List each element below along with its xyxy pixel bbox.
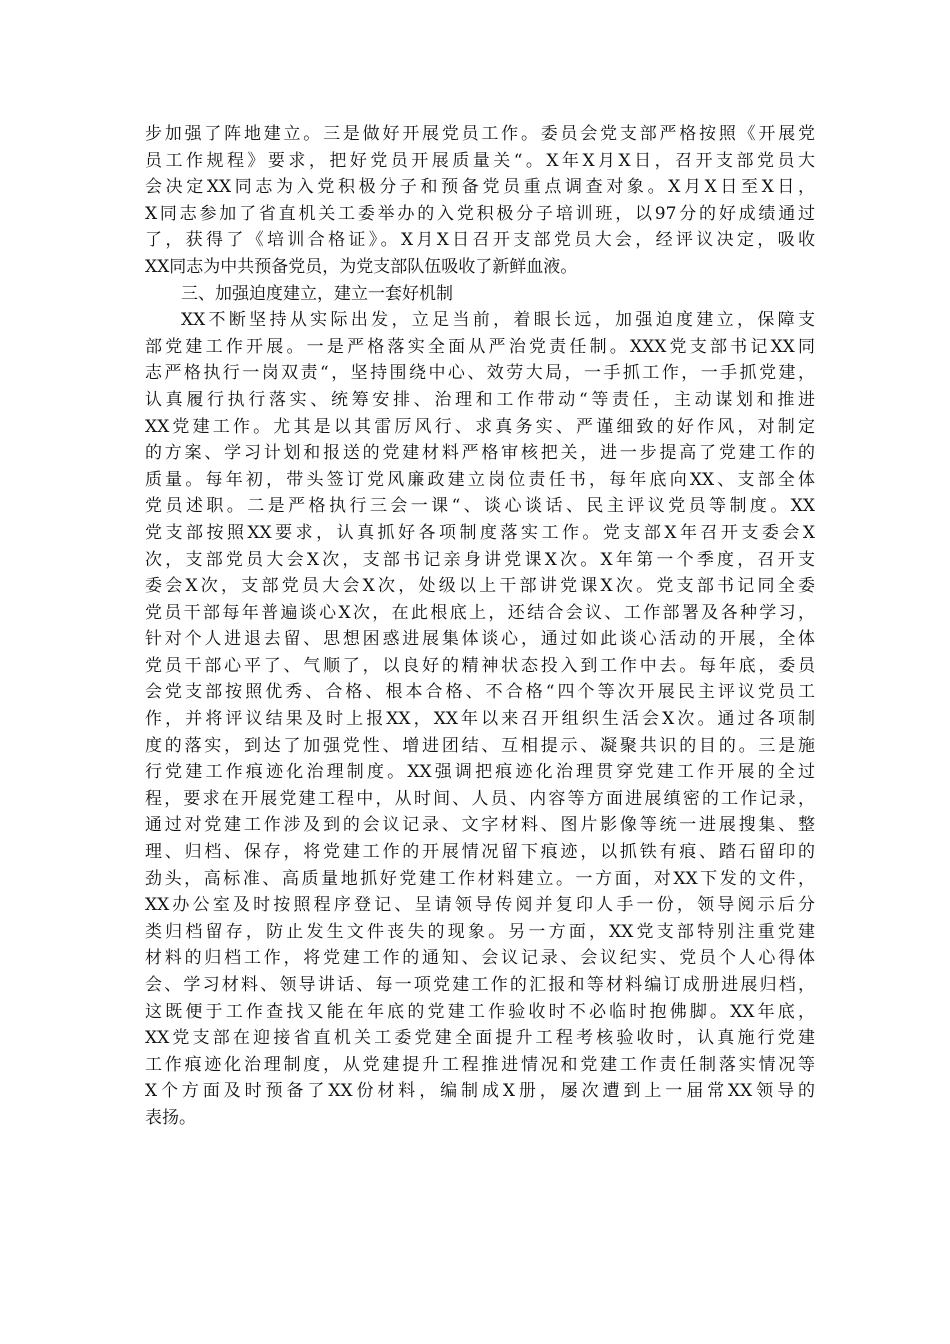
text-line: 委会X次，支部党员大会X次，处级以上干部讲党课X次。党支部书记同全委 — [145, 576, 815, 597]
text-line: 通过对党建工作涉及到的会议记录、文字材料、图片影像等统一进展搜集、整 — [145, 815, 815, 836]
text-line: X个方面及时预备了XX份材料，编制成X册，屡次遭到上一届常XX领导的 — [145, 1081, 815, 1102]
text-line: 工作痕迹化治理制度，从党建提升工程推进情况和党建工作责任制落实情况等 — [145, 1054, 815, 1075]
text-line: 程，要求在开展党建工程中，从时间、人员、内容等方面进展缜密的工作记录， — [145, 788, 815, 809]
text-line: 针对个人进退去留、思想困惑进展集体谈心，通过如此谈心活动的开展，全体 — [145, 629, 815, 650]
section-heading: 三、加强迫度建立，建立一套好机制 — [181, 283, 453, 304]
text-line: 度的落实，到达了加强党性、增进团结、互相提示、凝聚共识的目的。三是施 — [145, 735, 815, 756]
text-line: 步加强了阵地建立。三是做好开展党员工作。委员会党支部严格按照《开展党 — [145, 124, 815, 144]
text-line: 材料的归档工作，将党建工作的通知、会议记录、会议纪实、党员个人心得体 — [145, 948, 815, 969]
text-line: 表扬。 — [145, 1107, 196, 1128]
text-line: 了，获得了《培训合格证》。X月X日召开支部党员大会，经评议决定，吸收 — [145, 230, 815, 251]
text-line: 会、学习材料、领导讲话、每一项党建工作的汇报和等材料编订成册进展归档， — [145, 975, 815, 995]
text-line: 次，支部党员大会X次，支部书记亲身讲党课X次。X年第一个季度，召开支 — [145, 549, 815, 570]
text-line: 的方案、学习计划和报送的党建材料严格审核把关，进一步提高了党建工作的 — [145, 443, 815, 464]
text-line: 这既便于工作查找又能在年底的党建工作验收时不必临时抱佛脚。XX年底， — [145, 1001, 815, 1022]
text-line: XX不断坚持从实际出发，立足当前，着眼长远，加强迫度建立，保障支 — [181, 310, 815, 331]
text-line: XX党支部在迎接省直机关工委党建全面提升工程考核验收时，认真施行党建 — [145, 1028, 815, 1049]
text-line: XX办公室及时按照程序登记、呈请领导传阅并复印人手一份，领导阅示后分 — [145, 895, 815, 916]
text-line: 党员干部每年普遍谈心X次，在此根底上，还结合会议、工作部署及各种学习， — [145, 602, 815, 623]
text-line: 认真履行执行落实、统筹安排、治理和工作带动“等责任，主动谋划和推进 — [145, 389, 815, 410]
text-line: 类归档留存，防止发生文件丧失的现象。另一方面，XX党支部特别注重党建 — [145, 921, 815, 942]
text-line: 党支部按照XX要求，认真抓好各项制度落实工作。党支部X年召开支委会X — [145, 522, 815, 543]
text-line: XX同志为中共预备党员，为党支部队伍吸收了新鲜血液。 — [145, 256, 578, 277]
text-line: 党员述职。二是严格执行三会一课“、谈心谈话、民主评议党员等制度。XX — [145, 496, 815, 517]
text-line: 党员干部心平了、气顺了，以良好的精神状态投入到工作中去。每年底，委员 — [145, 655, 815, 676]
text-line: 会决定XX同志为入党积极分子和预备党员重点调查对象。X月X日至X日， — [145, 177, 815, 198]
text-line: 部党建工作开展。一是严格落实全面从严治党责任制。XXX党支部书记XX同 — [145, 336, 815, 357]
text-line: 会党支部按照优秀、合格、根本合格、不合格“四个等次开展民主评议党员工 — [145, 682, 815, 703]
text-line: 质量。每年初，带头签订党风廉政建立岗位责任书，每年底向XX、支部全体 — [145, 469, 815, 490]
text-line: 理、归档、保存，将党建工作的开展情况留下痕迹，以抓铁有痕、踏石留印的 — [145, 842, 815, 863]
text-line: 员工作规程》要求，把好党员开展质量关“。X年X月X日，召开支部党员大 — [145, 150, 815, 171]
body-text — [145, 121, 815, 1132]
text-line: X同志参加了省直机关工委举办的入党积极分子培训班，以97分的好成绩通过 — [145, 203, 815, 224]
text-line: 志严格执行一岗双责“，坚持围绕中心、效劳大局，一手抓工作，一手抓党建， — [145, 363, 815, 384]
text-line: 行党建工作痕迹化治理制度。XX强调把痕迹化治理贯穿党建工作开展的全过 — [145, 762, 815, 783]
text-line: XX党建工作。尤其是以其雷厉风行、求真务实、严谨细致的好作风，对制定 — [145, 416, 815, 437]
text-line: 劲头，高标准、高质量地抓好党建工作材料建立。一方面，对XX下发的文件， — [145, 868, 815, 889]
text-line: 作，并将评议结果及时上报XX，XX年以来召开组织生活会X次。通过各项制 — [145, 709, 815, 730]
